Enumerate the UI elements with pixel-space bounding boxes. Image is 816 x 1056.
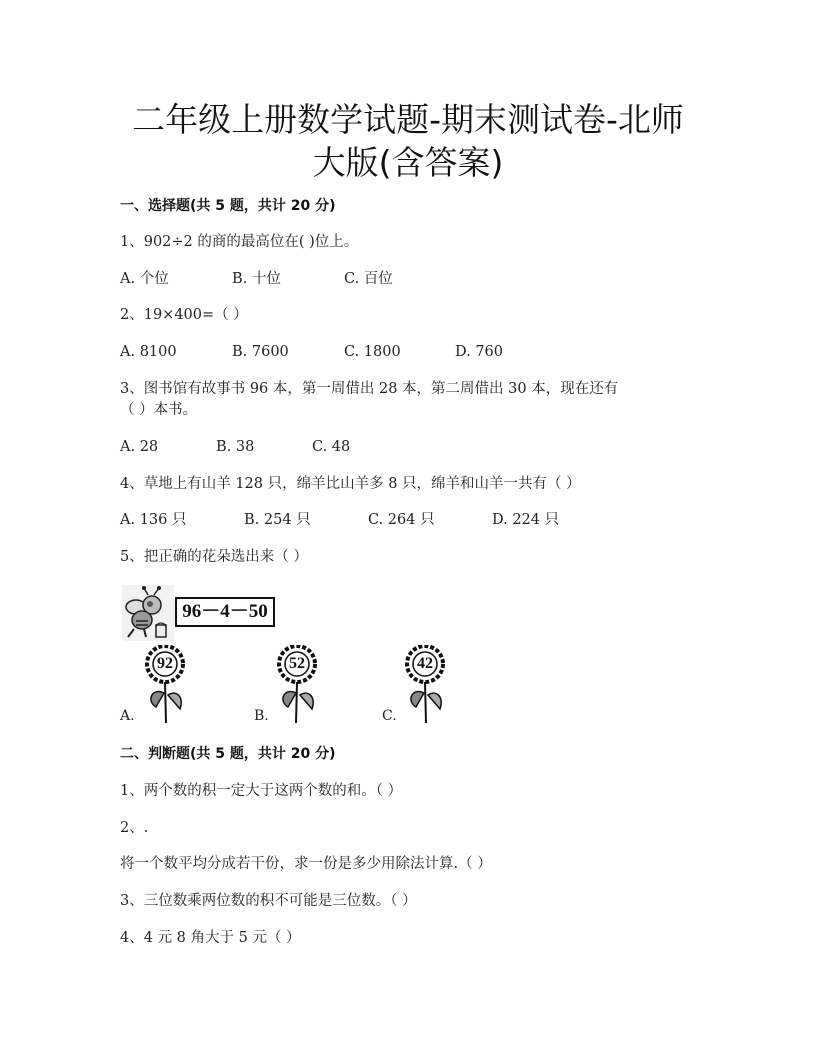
flower-icon — [274, 645, 324, 725]
option-b-label: B. — [254, 708, 269, 724]
option-a: A. 个位 — [120, 271, 169, 287]
option-b: B. 十位 — [232, 271, 281, 287]
option-a: A. 136 只 — [120, 512, 187, 528]
option-b: B. 7600 — [232, 344, 289, 360]
section-heading-choice: 一、选择题(共 5 题，共计 20 分) — [120, 198, 336, 214]
option-a: A. 8100 — [120, 344, 177, 360]
flower-number: 52 — [289, 655, 305, 672]
flower-number: 92 — [157, 655, 173, 672]
tf-question-2-body: 将一个数平均分成若干份，求一份是多少用除法计算.（ ） — [120, 856, 492, 872]
question-5-illustration — [122, 585, 282, 641]
question-2-options — [120, 342, 720, 362]
math-expression-box: 96－4－50 — [175, 597, 275, 627]
document-title-line1: 二年级上册数学试题-期末测试卷-北师 — [132, 100, 684, 139]
tf-question-3-text: 3、三位数乘两位数的积不可能是三位数。（ ） — [120, 893, 417, 909]
flower-icon — [142, 645, 192, 725]
question-5-text: 5、把正确的花朵选出来（ ） — [120, 549, 308, 565]
flower-icon — [402, 645, 452, 725]
tf-question-4-text: 4、4 元 8 角大于 5 元（ ） — [120, 930, 301, 946]
section-heading-true-false: 二、判断题(共 5 题，共计 20 分) — [120, 746, 336, 762]
tf-question-1-text: 1、两个数的积一定大于这两个数的和。（ ） — [120, 783, 403, 799]
option-b: B. 254 只 — [244, 512, 311, 528]
flower-option-c — [382, 645, 452, 725]
question-3-options — [120, 437, 720, 457]
option-a-label: A. — [120, 708, 135, 724]
flower-option-a — [120, 645, 190, 725]
document-title-line2: 大版(含答案) — [312, 143, 504, 182]
question-1-text: 1、902÷2 的商的最高位在( )位上。 — [120, 234, 359, 250]
option-c-label: C. — [382, 708, 397, 724]
question-3-text-cont: （ ）本书。 — [120, 402, 198, 418]
option-b: B. 38 — [216, 439, 255, 455]
question-3-text: 3、图书馆有故事书 96 本，第一周借出 28 本，第二周借出 30 本，现在还有 — [120, 381, 619, 397]
question-4-options — [120, 510, 720, 530]
option-d: D. 224 只 — [492, 512, 560, 528]
question-2-text: 2、19×400=（ ） — [120, 307, 248, 323]
tf-question-2-text: 2、. — [120, 820, 149, 836]
option-d: D. 760 — [455, 344, 504, 360]
option-a: A. 28 — [120, 439, 159, 455]
option-c: C. 百位 — [344, 271, 393, 287]
question-4-text: 4、草地上有山羊 128 只，绵羊比山羊多 8 只，绵羊和山羊一共有（ ） — [120, 476, 581, 492]
bee-icon — [122, 585, 174, 641]
option-c: C. 1800 — [344, 344, 401, 360]
option-c: C. 264 只 — [368, 512, 435, 528]
option-c: C. 48 — [312, 439, 351, 455]
flower-option-b — [254, 645, 324, 725]
flower-number: 42 — [417, 655, 433, 672]
question-1-options — [120, 269, 720, 289]
